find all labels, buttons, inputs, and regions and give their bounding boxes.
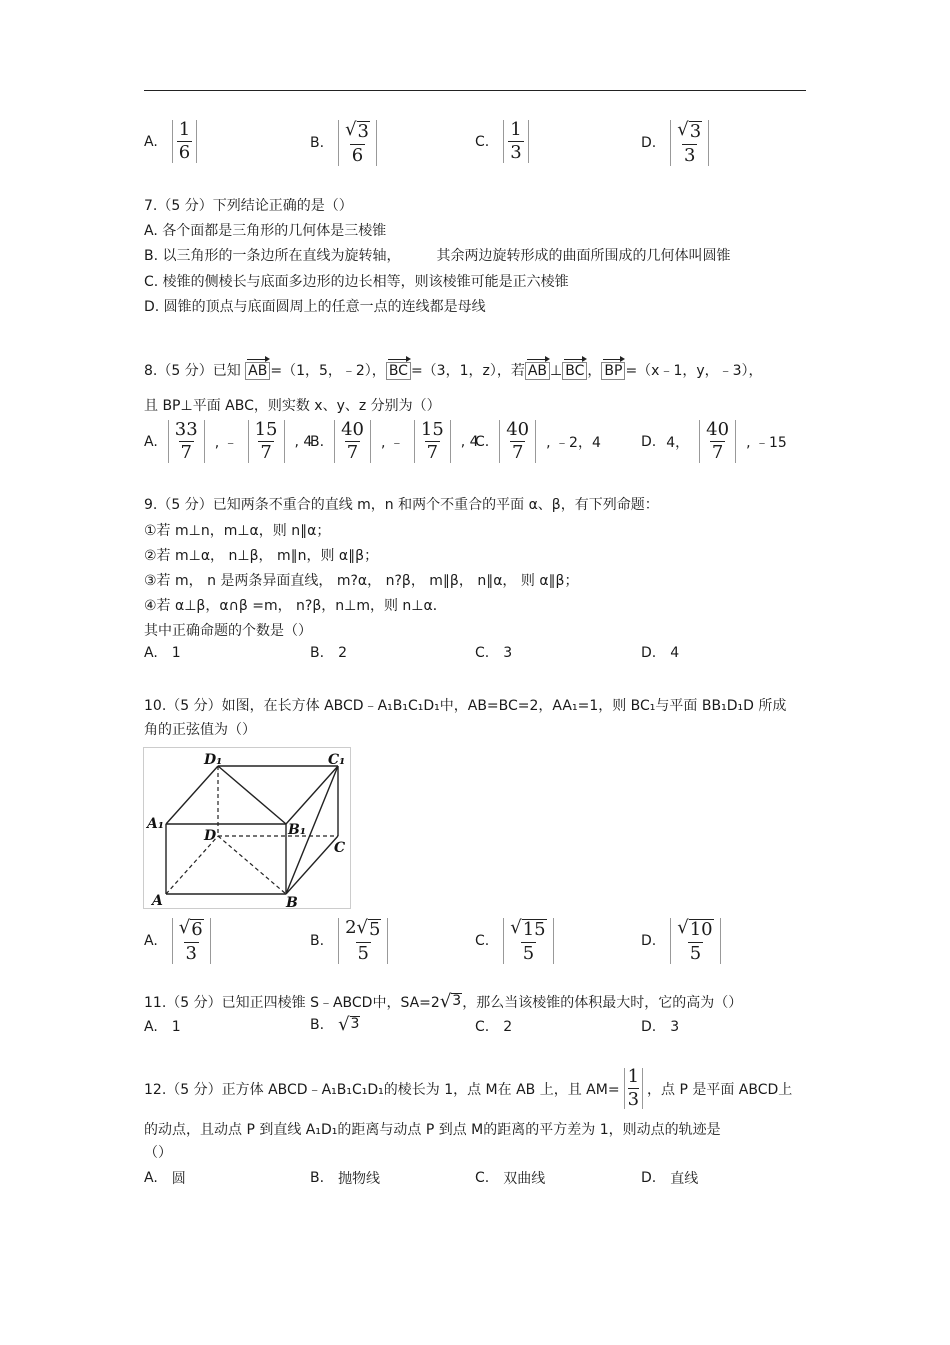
- option-letter: B.: [310, 134, 325, 151]
- q10-option-a[interactable]: [144, 918, 211, 964]
- edge-bc: [286, 836, 338, 894]
- option-letter: A.: [144, 1019, 158, 1035]
- option-letter: C.: [475, 645, 490, 661]
- denominator: 3: [185, 942, 197, 964]
- fraction: [172, 120, 197, 163]
- numerator: [675, 121, 704, 144]
- radicand: 3: [357, 121, 369, 142]
- option-value: 2: [338, 645, 347, 661]
- denominator: 3: [510, 142, 522, 163]
- q10-option-c[interactable]: [475, 918, 554, 964]
- option-letter: A.: [144, 932, 158, 949]
- sqrt-icon: √: [178, 917, 191, 938]
- option-letter: A.: [144, 645, 158, 661]
- fraction: [334, 420, 371, 463]
- vector-ab: AB: [245, 362, 270, 380]
- radicand: 10: [689, 919, 713, 940]
- denominator: 7: [426, 442, 439, 463]
- option-letter: B.: [310, 433, 325, 450]
- tail-text: , 4: [460, 433, 479, 450]
- denominator: 7: [346, 442, 359, 463]
- fraction: [172, 918, 211, 964]
- q8-text: 8.（5 分）已知: [144, 363, 241, 379]
- option-letter: C.: [475, 1170, 490, 1186]
- q11-option-c[interactable]: [475, 1019, 512, 1035]
- vector-bp: BP: [601, 362, 625, 380]
- q12-stem-line3: （）: [144, 1145, 172, 1161]
- vector-bc: BC: [562, 362, 587, 380]
- q12-stem-line2: 的动点，且动点 P 到直线 A₁D₁的距离与动点 P 到点 M的距离的平方差为 1，则动点的轨迹是: [144, 1122, 721, 1138]
- numerator: 33: [174, 419, 198, 440]
- option-letter: D.: [641, 645, 657, 661]
- edge-b1c1: [286, 766, 338, 824]
- q6-option-d[interactable]: [641, 120, 709, 166]
- option-letter: C.: [475, 133, 490, 150]
- radicand: 3: [689, 121, 702, 142]
- q12-text: ，点 P 是平面 ABCD上: [647, 1081, 793, 1098]
- fraction: [503, 120, 528, 163]
- fraction: [670, 120, 709, 166]
- q8-option-b[interactable]: [310, 420, 479, 463]
- numerator: 40: [706, 419, 730, 440]
- numerator: 1: [627, 1066, 640, 1087]
- fraction: [624, 1068, 643, 1109]
- denominator: 7: [511, 442, 524, 463]
- q6-option-a[interactable]: [144, 120, 197, 163]
- q12-text: 12.（5 分）正方体 ABCD﹣A₁B₁C₁D₁的棱长为 1，点 M在 AB 上，且 AM=: [144, 1081, 620, 1098]
- denominator: 5: [689, 942, 702, 964]
- q12-option-a[interactable]: [144, 1168, 186, 1188]
- q11-text: ，那么当该棱锥的体积最大时，它的高为（）: [462, 995, 743, 1011]
- separator: , ﹣: [380, 434, 404, 451]
- q8-text: =（x﹣1，y，﹣3），: [625, 363, 763, 379]
- denominator: 6: [351, 144, 364, 166]
- q7-stem: 7.（5 分）下列结论正确的是（）: [144, 198, 353, 214]
- option-letter: D.: [641, 932, 657, 949]
- q7-option-b-part2: 其余两边旋转形成的曲面所围成的几何体叫圆锥: [436, 248, 731, 264]
- edge-db: [218, 836, 286, 894]
- cuboid-diagram: [144, 748, 350, 908]
- option-letter: A.: [144, 1170, 158, 1186]
- top-rule: [144, 90, 806, 91]
- option-letter: C.: [475, 433, 490, 450]
- fraction: [699, 420, 736, 463]
- q7-option-b[interactable]: [144, 245, 731, 265]
- q12-stem-line1: [144, 1068, 792, 1109]
- label-b1: B₁: [288, 822, 306, 838]
- numerator: 1: [510, 119, 522, 140]
- q7-option-a[interactable]: A. 各个面都是三角形的几何体是三棱锥: [144, 223, 387, 239]
- label-c1: C₁: [328, 752, 346, 768]
- q8-option-c[interactable]: [475, 420, 601, 463]
- label-a1: A₁: [147, 816, 164, 832]
- q11-text: 11.（5 分）已知正四棱锥 S﹣ABCD中，SA=2: [144, 995, 440, 1011]
- cuboid-figure: [143, 747, 351, 909]
- option-letter: D.: [641, 433, 657, 450]
- edge-a1d1: [166, 766, 218, 824]
- q10-option-b[interactable]: [310, 918, 388, 964]
- q6-option-c[interactable]: [475, 120, 529, 163]
- fraction: [503, 918, 553, 964]
- q8-line2: 且 BP⊥平面 ABC，则实数 x、y、z 分别为（）: [144, 398, 441, 414]
- tail-text: , 4: [294, 433, 313, 450]
- denominator: 7: [180, 442, 192, 463]
- label-c: C: [334, 840, 346, 856]
- numerator: [343, 121, 372, 144]
- q7-option-c[interactable]: C. 棱锥的侧棱长与底面多边形的边长相等，则该棱锥可能是正六棱锥: [144, 274, 569, 290]
- sqrt-expression: [440, 993, 462, 1011]
- option-letter: D.: [641, 1170, 657, 1186]
- option-letter: D.: [641, 134, 657, 151]
- q9-statement-3: ③若 m， n 是两条异面直线， m?α， n?β， m∥β， n∥α， 则 α∥β；: [144, 573, 579, 589]
- sqrt-icon: √: [338, 1014, 350, 1035]
- label-d1: D₁: [204, 752, 223, 768]
- radicand: 6: [191, 919, 203, 940]
- denominator: 6: [178, 142, 191, 163]
- sqrt-icon: √: [677, 119, 689, 140]
- option-value: 3: [670, 1019, 680, 1035]
- numerator: 15: [254, 419, 278, 440]
- q10-option-d[interactable]: [641, 918, 721, 964]
- head-text: 4，: [666, 434, 690, 451]
- sqrt-icon: √: [345, 119, 357, 140]
- q8-stem: [144, 360, 763, 380]
- fraction: [338, 918, 388, 964]
- edge-ad: [166, 836, 218, 894]
- q8-option-a[interactable]: [144, 420, 312, 463]
- sqrt-icon: √: [677, 917, 689, 938]
- option-letter: A.: [144, 433, 158, 450]
- sqrt-icon: √: [439, 991, 452, 1012]
- q8-text: ，: [587, 363, 602, 379]
- numerator: [508, 919, 548, 942]
- fraction: [338, 120, 377, 166]
- radicand: 3: [350, 1016, 360, 1032]
- q12-option-c[interactable]: [475, 1168, 545, 1188]
- q11-option-d[interactable]: [641, 1019, 679, 1035]
- numerator: [343, 919, 383, 942]
- numerator: 40: [506, 419, 530, 440]
- q9-statement-1: ①若 m⊥n，m⊥α，则 n∥α；: [144, 523, 331, 539]
- q9-option-c[interactable]: [475, 645, 512, 661]
- radicand: 3: [452, 993, 462, 1009]
- sqrt-icon: √: [356, 917, 368, 938]
- q7-option-b-part1: B. 以三角形的一条边所在直线为旋转轴，: [144, 248, 401, 264]
- numerator: 1: [178, 119, 191, 140]
- numerator: [675, 919, 715, 942]
- option-letter: C.: [475, 932, 490, 949]
- option-letter: A.: [144, 133, 158, 150]
- sqrt-icon: √: [510, 917, 522, 938]
- q6-option-b[interactable]: [310, 120, 377, 166]
- option-letter: C.: [475, 1019, 490, 1035]
- label-b: B: [286, 895, 298, 908]
- fraction: [499, 420, 536, 463]
- radicand: 15: [522, 919, 546, 940]
- q10-stem-line1: 10.（5 分）如图，在长方体 ABCD﹣A₁B₁C₁D₁中，AB=BC=2，AA₁=1，则 BC₁与平面 BB₁D₁D 所成: [144, 698, 787, 714]
- denominator: 7: [711, 442, 724, 463]
- q9-ask: 其中正确命题的个数是（）: [144, 623, 312, 639]
- coefficient: 2: [345, 917, 357, 938]
- label-d: D: [204, 828, 217, 844]
- tail-text: , ﹣15: [746, 434, 787, 451]
- q9-option-b[interactable]: [310, 645, 347, 661]
- q9-option-d[interactable]: [641, 645, 679, 661]
- q7-option-d[interactable]: D. 圆锥的顶点与底面圆周上的任意一点的连线都是母线: [144, 299, 486, 315]
- option-value: 双曲线: [503, 1171, 546, 1187]
- denominator: 3: [683, 144, 696, 166]
- q11-stem: [144, 992, 742, 1012]
- edge-d1b1: [218, 766, 286, 824]
- label-a: A: [152, 893, 163, 908]
- q10-stem-line2: 角的正弦值为（）: [144, 722, 256, 738]
- denominator: 3: [627, 1089, 640, 1110]
- numerator: [177, 919, 206, 942]
- option-value: 1: [171, 645, 181, 661]
- q12-option-b[interactable]: [310, 1168, 380, 1188]
- denominator: 7: [260, 442, 272, 463]
- option-value: 2: [503, 1019, 513, 1035]
- denominator: 5: [357, 942, 369, 964]
- vector-bc: BC: [386, 362, 411, 380]
- sqrt-expression: [338, 1016, 360, 1034]
- q9-stem: 9.（5 分）已知两条不重合的直线 m，n 和两个不重合的平面 α、β，有下列命题：: [144, 497, 659, 513]
- q12-option-d[interactable]: [641, 1168, 698, 1188]
- option-letter: B.: [310, 1017, 325, 1033]
- option-letter: B.: [310, 1170, 325, 1186]
- fraction: [168, 420, 205, 463]
- q8-text: =（3，1，z），若: [410, 363, 525, 379]
- tail-text: , ﹣2，4: [546, 434, 601, 451]
- fraction: [670, 918, 720, 964]
- option-value: 圆: [171, 1171, 186, 1187]
- separator: , ﹣: [214, 434, 238, 451]
- q11-option-a[interactable]: [144, 1019, 181, 1035]
- option-value: 3: [503, 645, 513, 661]
- q11-option-b[interactable]: [310, 1016, 360, 1034]
- q8-text: =（1，5，﹣2），: [270, 363, 386, 379]
- fraction: [248, 420, 285, 463]
- perp-symbol: ⊥: [550, 363, 563, 379]
- q9-statement-2: ②若 m⊥α， n⊥β， m∥n，则 α∥β；: [144, 548, 379, 564]
- option-letter: D.: [641, 1019, 657, 1035]
- numerator: 40: [341, 419, 364, 440]
- radicand: 5: [369, 919, 381, 940]
- numerator: 15: [420, 419, 444, 440]
- q9-statement-4: ④若 α⊥β，α∩β =m， n?β，n⊥m，则 n⊥α．: [144, 598, 447, 614]
- q9-option-a[interactable]: [144, 645, 181, 661]
- option-value: 4: [670, 645, 680, 661]
- option-letter: B.: [310, 645, 325, 661]
- denominator: 5: [522, 942, 535, 964]
- q8-option-d[interactable]: [641, 420, 787, 463]
- option-value: 1: [171, 1019, 181, 1035]
- option-value: 直线: [670, 1171, 699, 1187]
- fraction: [414, 420, 451, 463]
- option-value: 抛物线: [338, 1171, 381, 1187]
- vector-ab: AB: [525, 362, 550, 380]
- option-letter: B.: [310, 932, 325, 949]
